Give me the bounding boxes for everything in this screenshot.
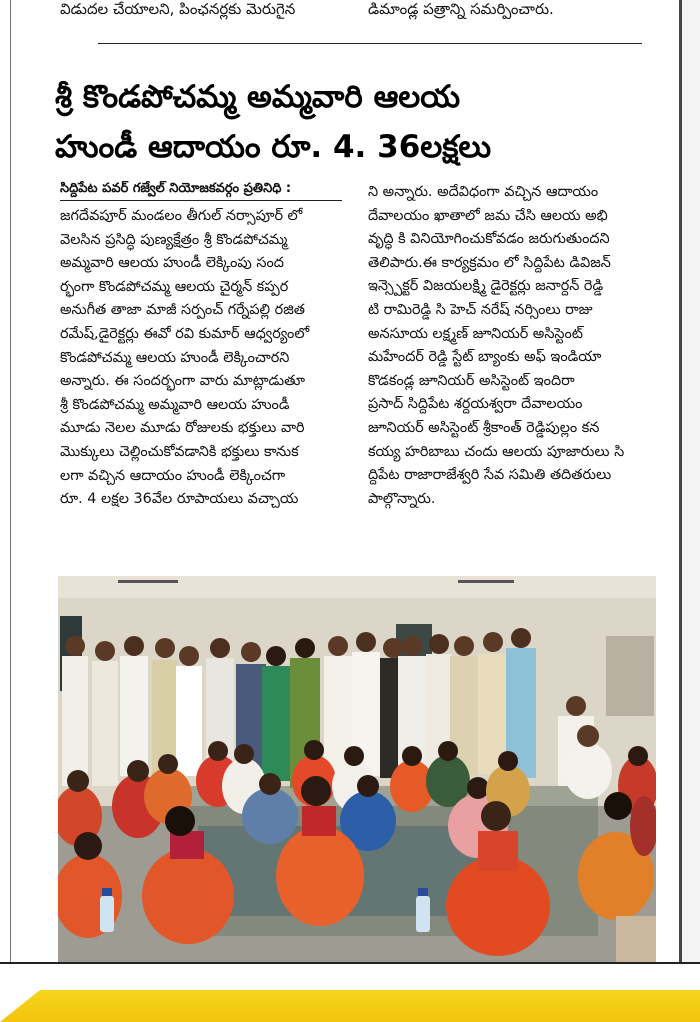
- text-line: లగా వచ్చిన ఆదాయం హుండీ లెక్కించగా: [60, 467, 286, 484]
- text-line: జూనియర్ అసిస్టెంట్ శ్రీకాంత్ రెడ్డిపుల్లం కన: [368, 419, 600, 436]
- article-column-right: [368, 181, 660, 511]
- footer-yellow-band: [0, 990, 700, 1022]
- text-line: అమ్మవారి ఆలయ హుండీ లెక్కింపు సంద: [60, 255, 284, 272]
- footer-band-notch: [0, 990, 40, 1022]
- page-right-rule: [679, 0, 682, 962]
- text-line: ఇన్స్పెక్టర్ విజయలక్ష్మి డైరెక్టర్లు జనార్దన్ రెడ్డి: [368, 278, 604, 295]
- text-line: రూ. 4 లక్షల 36వేల రూపాయలు వచ్చాయ: [60, 491, 299, 508]
- text-line: శ్రీ కొండపోచమ్మ అమ్మవారి ఆలయ హుండీ: [60, 396, 290, 413]
- text-line: పాల్గొన్నారు.: [368, 490, 436, 507]
- text-line: టి రామిరెడ్డి సి హెచ్ నరేష్ నర్సింలు రాజు: [368, 301, 593, 318]
- next-column-strip: [682, 0, 700, 962]
- text-line: దేవాలయం ఖాతాలో జమ చేసి ఆలయ అభి: [368, 207, 608, 224]
- headline-line: హుండీ ఆదాయం రూ. 4. 36లక్షలు: [55, 129, 492, 165]
- text-line: ద్దిపేట రాజారాజేశ్వరి సేవ సమితి తదితరులు: [368, 467, 612, 484]
- text-line: తెలిపారు.ఈ కార్యక్రమం లో సిద్దిపేట డివిజన్: [368, 254, 611, 271]
- byline: సిద్దిపేట పవర్ గజ్వేల్ నియోజకవర్గం ప్రతినిధి :: [60, 181, 292, 196]
- text-line: అనసూయ లక్ష్మణ్ జూనియర్ అసిస్టెంట్: [368, 325, 583, 342]
- page-bottom-rule: [0, 962, 700, 964]
- text-line: మహేందర్ రెడ్డి స్టేట్ బ్యాంకు అఫ్ ఇండియా: [368, 349, 602, 366]
- text-line: జగదేవపూర్ మండలం తీగుల్ నర్సాపూర్ లో: [60, 208, 303, 224]
- text-line: కొడకండ్ల జూనియర్ అసిస్టెంట్ ఇందిరా: [368, 372, 575, 389]
- text-line: మొక్కులు చెల్లించుకోవడానికి భక్తులు కానుక: [60, 443, 299, 460]
- article-column-left: [60, 205, 345, 512]
- text-line: కయ్య హరిబాబు చందు ఆలయ పూజారులు సి: [368, 443, 625, 460]
- text-line: అన్నారు. ఈ సందర్భంగా వారు మాట్లాడుతూ: [60, 373, 305, 390]
- byline-underline: [60, 200, 342, 201]
- previous-article-left-line: విడుదల చేయాలని, పింఛనర్లకు మెరుగైన: [60, 0, 296, 18]
- text-line: వెలసిన ప్రసిద్ధి పుణ్యక్షేత్రం శ్రీ కొండపోచమ్మ: [60, 231, 288, 248]
- text-line: ప్రసాద్ సిద్దిపేట శర్దయశ్వరా దేవాలయం: [368, 396, 583, 413]
- text-line: రమేష్,డైరెక్టర్లు ఈవో రవి కుమార్ ఆధ్వర్యంలో: [60, 325, 310, 342]
- text-line: అనుగీత తాజా మాజీ సర్పంచ్ గర్నేపల్లి రజిత: [60, 302, 305, 319]
- photo-group-gathering: [58, 576, 656, 962]
- text-line: మూడు నెలల మూడు రోజులకు భక్తులు వారి: [60, 420, 305, 437]
- headline: [55, 72, 655, 172]
- previous-article-right-line: డిమాండ్ల పత్రాన్ని సమర్పించారు.: [368, 0, 554, 18]
- text-line: ని అన్నారు. అదేవిధంగా వచ్చిన ఆదాయం: [368, 184, 599, 200]
- text-line: కొండపోచమ్మ ఆలయ హుండీ లెక్కించారని: [60, 349, 290, 366]
- page-left-rule: [10, 0, 11, 962]
- text-line: వృద్ధి కి వినియోగించుకోవడం జరుగుతుందని: [368, 231, 610, 248]
- text-line: ర్భంగా కొండపోచమ్మ ఆలయ చైర్మన్ కప్పర: [60, 278, 289, 295]
- article-photo: [58, 576, 656, 962]
- headline-line: శ్రీ కొండపోచమ్మ అమ్మవారి ఆలయ: [55, 79, 461, 115]
- article-separator: [98, 43, 642, 44]
